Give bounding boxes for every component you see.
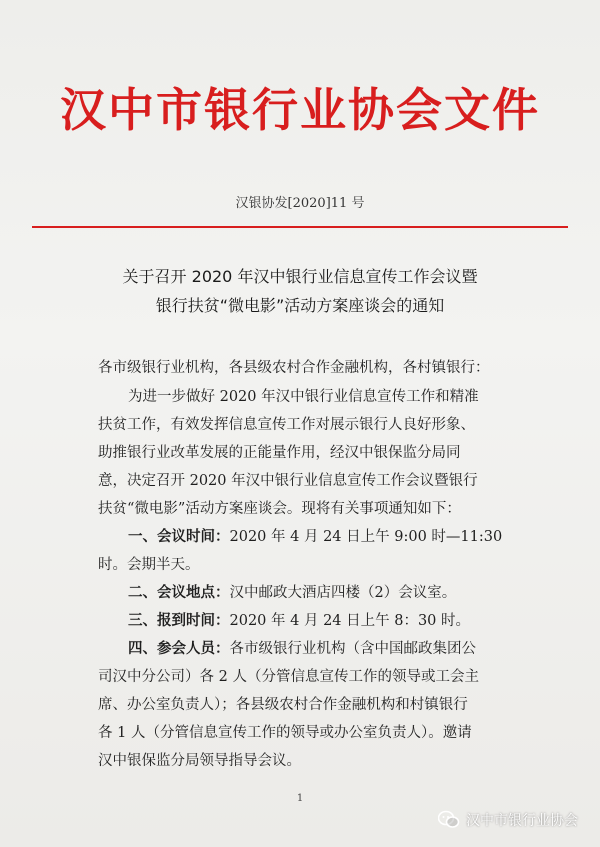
watermark-text: 汉中市银行业协会 — [466, 813, 578, 829]
wechat-icon — [438, 810, 460, 830]
item-label: 二、会议地点： — [128, 584, 230, 601]
item-label: 一、会议时间： — [128, 528, 230, 545]
item-text: 2020 年 4 月 24 日上午 9:00 时—11:30 — [229, 529, 503, 545]
intro-line: 扶贫工作，有效发挥信息宣传工作对展示银行人良好形象、 — [98, 417, 475, 433]
wechat-watermark — [438, 807, 578, 833]
red-divider — [32, 226, 568, 228]
item-label: 四、参会人员： — [128, 640, 230, 657]
item-checkin-time — [128, 610, 598, 632]
document-header-title: 汉中市银行业协会文件 — [60, 83, 540, 137]
notice-title-line-2: 银行扶贫“微电影”活动方案座谈会的通知 — [155, 296, 445, 315]
item-meeting-place — [128, 582, 598, 604]
item-attendees-cont: 汉中银保监分局领导指导会议。 — [98, 753, 301, 769]
item-text: 汉中邮政大酒店四楼（2）会议室。 — [229, 585, 457, 601]
intro-line: 为进一步做好 2020 年汉中银行业信息宣传工作和精准 — [128, 389, 479, 405]
item-meeting-time — [128, 526, 598, 548]
item-meeting-time-cont: 时。会期半天。 — [98, 557, 200, 573]
item-attendees-cont: 席、办公室负责人）；各县级农村合作金融机构和村镇银行 — [98, 697, 468, 713]
item-attendees-cont: 各 1 人（分管信息宣传工作的领导或办公室负责人）。邀请 — [98, 725, 472, 741]
page-number: 1 — [296, 793, 304, 804]
intro-line: 意，决定召开 2020 年汉中银行业信息宣传工作会议暨银行 — [98, 473, 478, 489]
intro-line: 助推银行业改革发展的正能量作用，经汉中银保监分局同 — [98, 445, 461, 461]
item-label: 三、报到时间： — [128, 612, 230, 629]
notice-title-line-1: 关于召开 2020 年汉中银行业信息宣传工作会议暨 — [122, 267, 478, 286]
document-number: 汉银协发[2020]11 号 — [235, 196, 365, 211]
item-text: 2020 年 4 月 24 日上午 8：30 时。 — [229, 613, 471, 629]
item-attendees — [128, 638, 598, 660]
salutation: 各市级银行业机构，各县级农村合作金融机构，各村镇银行： — [98, 360, 490, 376]
item-attendees-cont: 司汉中分公司）各 2 人（分管信息宣传工作的领导或工会主 — [98, 669, 479, 685]
item-text: 各市级银行业机构（含中国邮政集团公 — [229, 641, 476, 657]
intro-line: 扶贫“微电影”活动方案座谈会。现将有关事项通知如下： — [98, 501, 461, 517]
